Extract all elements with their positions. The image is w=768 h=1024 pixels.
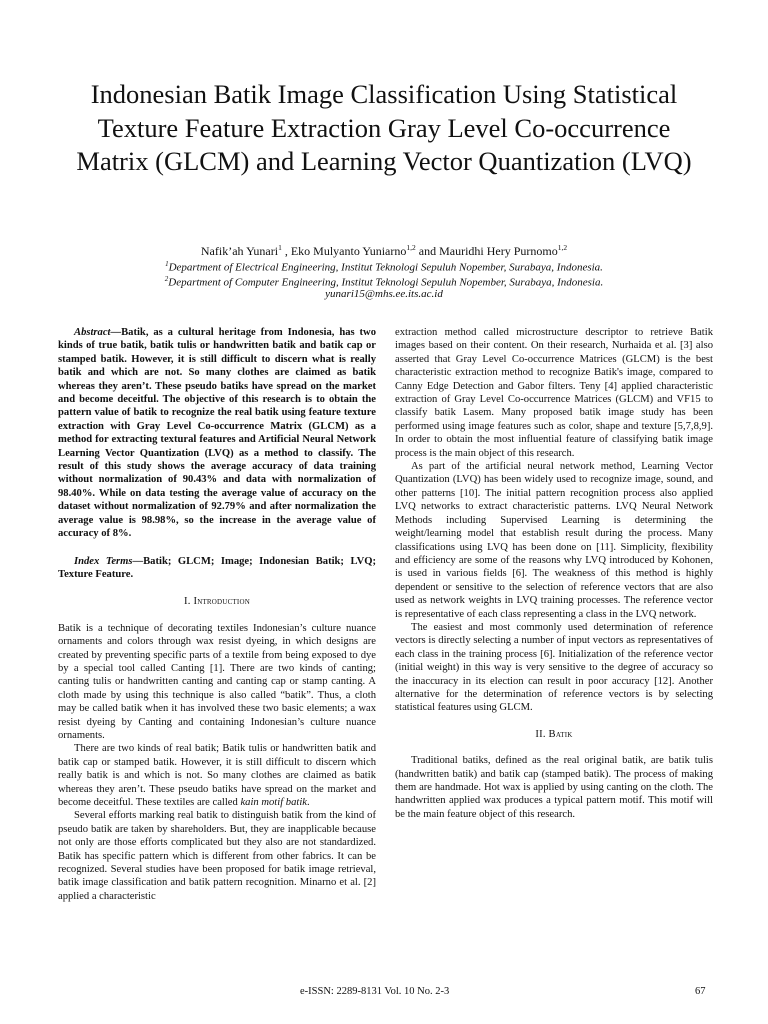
page-number: 67 bbox=[695, 986, 706, 997]
author-3: Mauridhi Hery Purnomo bbox=[439, 244, 558, 258]
right-column bbox=[395, 326, 713, 821]
affiliation-1: $^1$Department of Electrical Engineering, Institut Teknologi Sepuluh Nopember, Surabaya, Indonesia. bbox=[165, 260, 603, 274]
index-terms bbox=[58, 555, 376, 582]
section-heading-introduction: I. Introduction bbox=[184, 596, 250, 608]
author-separator: and bbox=[415, 244, 440, 258]
paper-title: Indonesian Batik Image Classification Using Statistical Texture Feature Extraction Gray Level Co-occurrence Matrix (GLCM) and Learning Vector Quantization (LVQ) bbox=[76, 79, 692, 176]
abstract-lead: Abstract bbox=[74, 327, 111, 338]
section-heading-batik: II. Batik bbox=[535, 728, 573, 740]
body-paragraph: Traditional batiks, defined as the real original batik, are batik tulis (handwritten batik) and batik cap (stamped batik). The process of making them are handmade. Hot wax is applied by using canting on the cloth. The handwritten applied wax produces a typical pattern motif. This motif will be the main feature object of this research. bbox=[395, 755, 713, 820]
author-2-affil: 1,2 bbox=[406, 243, 416, 252]
author-3-affil: 1,2 bbox=[557, 243, 568, 252]
author-1-affil: 1 bbox=[278, 243, 282, 252]
index-terms-text: —Batik; GLCM; Image; Indonesian Batik; LVQ; Texture Feature. bbox=[58, 555, 376, 580]
body-paragraph: Several efforts marking real batik to distinguish batik from the kind of pseudo batik are taken by shareholders. But, they are inapplicable because not only are those efforts complicated but they also are not standardized. Batik has specific pattern which is different from other fabrics. It can be recognized. Several studies have been proposed for batik image retrieval, batik image classification and batik pattern recognition. Minarno et al. [2] applied a characteristic bbox=[58, 810, 376, 902]
affiliation-2: $^2$Department of Computer Engineering, Institut Teknologi Sepuluh Nopember, Surabaya, Indonesia. bbox=[164, 275, 604, 289]
author-1: Nafik’ah Yunari bbox=[200, 244, 279, 258]
body-paragraph: extraction method called microstructure descriptor to retrieve Batik images based on their content. On their research, Nurhaida et al. [3] also asserted that Gray Level Co-occurrence Matrices (GLCM) is the best characteristic extraction method to recognize Batik's image, compared to Canny Edge Detection and Gabor filters. Teny [4] applied characteristic extraction of Gray Level Co-occurrence Matrices (GLCM) and VF15 to classify batik Lasem. Many proposed batik image study has been performed using image features such as color, shape and texture [5,7,8,9]. In order to obtain the most influential feature of classifying batik image process is the main object of this research. bbox=[395, 327, 713, 459]
author-separator: , bbox=[281, 244, 291, 258]
body-paragraph: The easiest and most commonly used determination of reference vectors is directly selecting a number of input vectors as representatives of each class in the training process [6]. Initialization of the reference vector (initial weight) in this way is very sensitive to the degree of accuracy so the inaccuracy in its election can result in poor accuracy [12]. Another alternative for the determination of reference vectors is by selecting statistical features using GLCM. bbox=[395, 621, 713, 714]
author-email: yunari15@mhs.ee.its.ac.id bbox=[325, 288, 443, 300]
abstract-text: —Batik, as a cultural heritage from Indonesia, has two kinds of true batik, batik tulis or handwritten batik and batik cap or stamped batik. However, it is still difficult to discern what is really batik and which are not. So many clothes are claimed as batik whereas they aren’t. These pseudo batiks have spread on the market and become deceitful. The objective of this research is to obtain the pattern value of batik to recognize the real batik using feature texture extraction with Gray Level Co-occurrence Matrix (GLCM) as a method for extracting textural features and Artificial Neural Network Learning Vector Quantization (LVQ) as a method to classify. The result of this study shows the average accuracy of data training without normalization of 90.43% and data with normalization of 98.40%. While on data testing the average value of accuracy on the dataset without normalization of 92.79% and after normalization the average value is 98.98%, so the increase in the average value of accuracy of 8%. bbox=[58, 327, 376, 540]
body-paragraph: As part of the artificial neural network method, Learning Vector Quantization (LVQ) has been widely used to recognize image, sound, and other patterns [10]. The initial pattern recognition process also applied LVQ networks to extract characteristic patterns. LVQ Neural Network Methods including Supervised Learning is determining the weight/learning model that establish result during the process. Many classifications using LVQ has been done on [11]. Simplicity, flexibility and efficiency are some of the reasons why LVQ introduced by Kohonen, is used in various fields [6]. The weakness of this method is highly dependent or sensitive to the selection of reference vectors that are also used as network weights in LVQ training processes. The reference vector is representative of each class representing a class in the LVQ network. bbox=[395, 461, 713, 620]
abstract bbox=[58, 326, 376, 541]
index-terms-lead: Index Terms bbox=[74, 555, 133, 567]
footer-issn: e-ISSN: 2289-8131 Vol. 10 No. 2-3 bbox=[300, 986, 450, 997]
author-2: Eko Mulyanto Yuniarno bbox=[290, 244, 407, 258]
body-paragraph: There are two kinds of real batik; Batik tulis or handwritten batik and batik cap or stamped batik. However, it is still difficult to discern which really batik is and which is not. So many clothes are claimed as batik whereas they aren’t. These pseudo batiks have spread on the market and become deceitful. These textiles are called kain motif batik. bbox=[58, 743, 376, 808]
left-column bbox=[58, 326, 376, 903]
body-paragraph: Batik is a technique of decorating textiles Indonesian’s culture nuance ornaments and colors through wax resist dyeing, in which designs are created by preventing specific parts of a textile from being exposed to dye by a special tool called Canting [1]. There are two kinds of canting; canting tulis or handwritten canting and canting cap or stamp canting. A cloth made by using this technique is also called “batik”. Thus, a cloth may be called batik when it has involved these two basic elements; a wax resist dyeing by Canting and containing Indonesian’s culture nuance ornaments. bbox=[58, 622, 376, 741]
